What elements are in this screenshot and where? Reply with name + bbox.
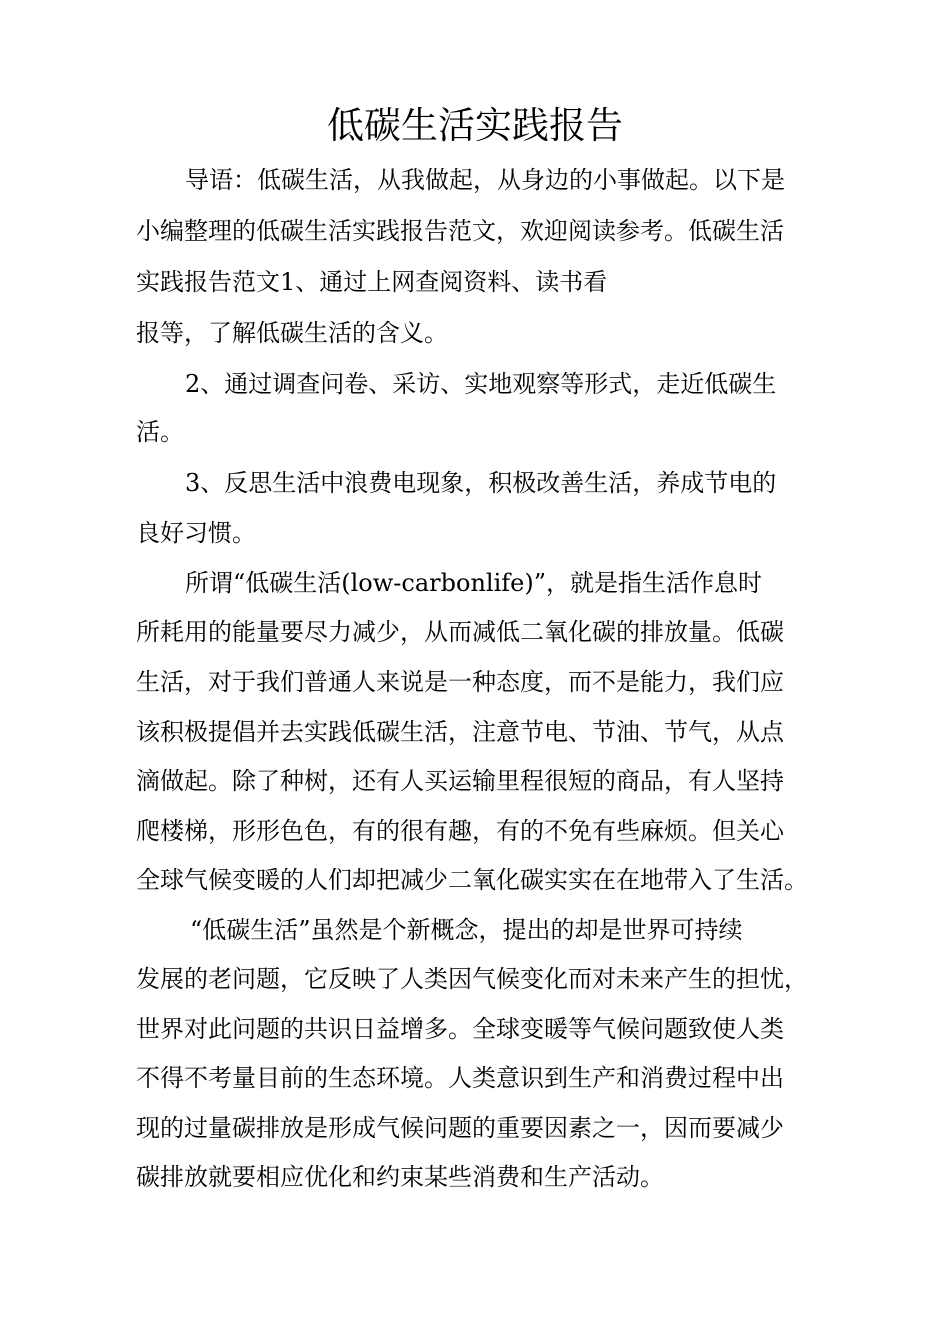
text-line: 小编整理的低碳生活实践报告范文，欢迎阅读参考。低碳生活: [136, 217, 784, 245]
text-line: 爬楼梯，形形色色，有的很有趣，有的不免有些麻烦。但关心: [136, 817, 784, 845]
text-line: “低碳生活”虽然是个新概念，提出的却是世界可持续: [190, 916, 743, 944]
text-line: 导语：低碳生活，从我做起，从身边的小事做起。以下是: [185, 166, 785, 194]
text-line: 所耗用的能量要尽力减少，从而减低二氧化碳的排放量。低碳: [136, 618, 784, 646]
text-line: 生活，对于我们普通人来说是一种态度，而不是能力，我们应: [136, 668, 784, 696]
text-line: 发展的老问题，它反映了人类因气候变化而对未来产生的担忧，: [136, 965, 808, 993]
text-line: 碳排放就要相应优化和约束某些消费和生产活动。: [136, 1163, 664, 1191]
text-line: 3、反思生活中浪费电现象，积极改善生活，养成节电的: [185, 469, 777, 497]
text-line: 现的过量碳排放是形成气候问题的重要因素之一，因而要减少: [136, 1114, 784, 1142]
text-line: 不得不考量目前的生态环境。人类意识到生产和消费过程中出: [136, 1064, 784, 1092]
text-line: 该积极提倡并去实践低碳生活，注意节电、节油、节气，从点: [136, 718, 784, 746]
text-line: 2、通过调查问卷、采访、实地观察等形式，走近低碳生: [185, 370, 777, 398]
text-line: 所谓“低碳生活(low-carbonlife)”，就是指生活作息时: [185, 569, 762, 597]
text-line: 活。: [136, 418, 184, 446]
text-line: 滴做起。除了种树，还有人买运输里程很短的商品，有人坚持: [136, 767, 784, 795]
text-line: 良好习惯。: [136, 519, 256, 547]
text-line: 世界对此问题的共识日益增多。全球变暖等气候问题致使人类: [136, 1015, 784, 1043]
document-title: 低碳生活实践报告: [327, 104, 623, 147]
text-line: 报等，了解低碳生活的含义。: [136, 319, 448, 347]
text-line: 实践报告范文1、通过上网查阅资料、读书看: [136, 268, 608, 296]
text-line: 全球气候变暖的人们却把减少二氧化碳实实在在地带入了生活。: [136, 866, 808, 894]
